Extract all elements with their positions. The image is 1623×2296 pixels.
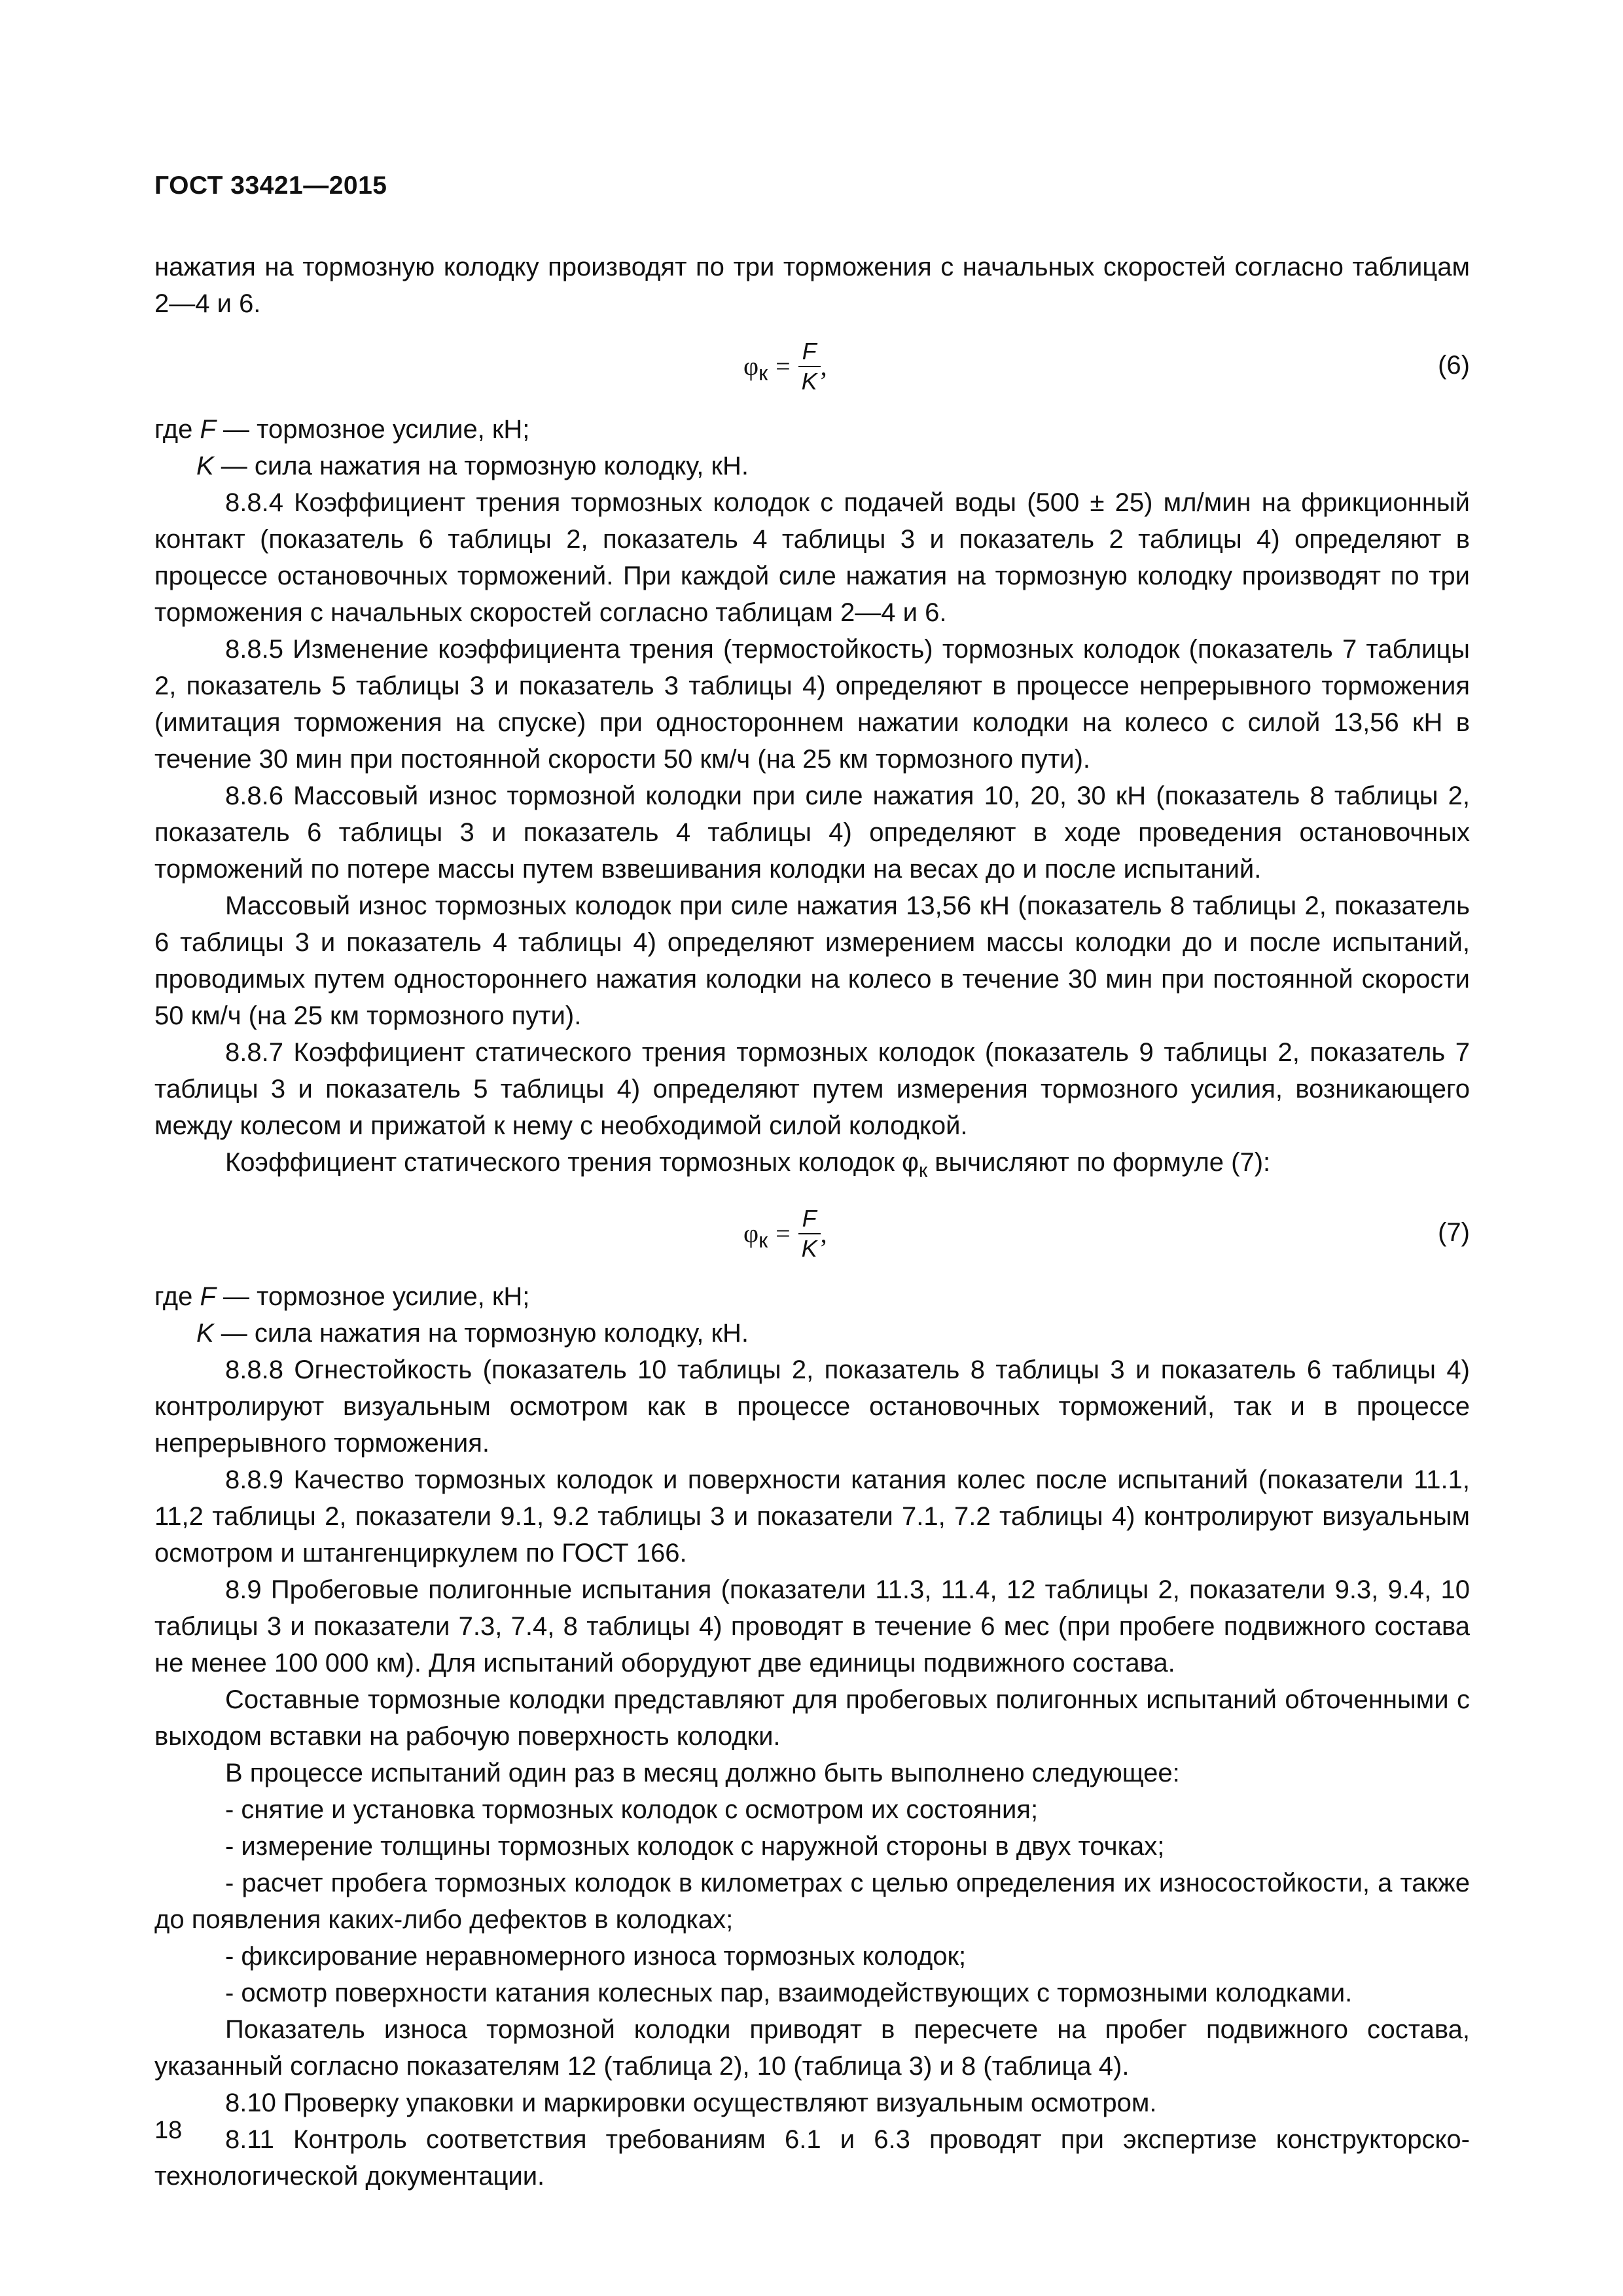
where-var-f: F [200,415,216,444]
phi-subscript: к [918,1160,928,1181]
formula-6-numerator: F [798,338,821,367]
where-7-line-2 [154,1315,1470,1352]
paragraph-8-8-7-b [154,1144,1470,1189]
where-text-f: — тормозное усилие, кН; [215,1282,530,1311]
formula-6-number: (6) [1438,351,1470,380]
paragraph-8-11: 8.11 Контроль соответствия требованиям 6.1 и 6.3 проводят при экспертизе конструкторско-технологической документации. [154,2125,1470,2191]
paragraph-8-8-8: 8.8.8 Огнестойкость (показатель 10 таблицы 2, показатель 8 таблицы 3 и показатель 6 таблицы 4) контролируют визуальным осмотром как в процессе остановочных торможений, так и в процессе непрерывного торможения. [154,1355,1470,1458]
list-item: - снятие и установка тормозных колодок с осмотром их состояния; [225,1795,1039,1824]
formula-7-phi: φ [743,1219,759,1248]
formula-7-fraction [798,1206,821,1262]
formula-6-denominator: K [801,368,817,395]
where-prefix: где [154,1282,200,1311]
formula-7-number: (7) [1438,1218,1470,1247]
paragraph-8-8-5: 8.8.5 Изменение коэффициента трения (термостойкость) тормозных колодок (показатель 7 таблицы 2, показатель 5 таблицы 3 и показатель 3 таблицы 4) определяют в процессе непрерывного торможения (имитация торможения на спуске) при одностороннем нажатии колодки на колесо с силой 13,56 кН в течение 30 мин при постоянной скорости 50 км/ч (на 25 км тормозного пути). [154,635,1470,774]
paragraph-8-8-4: 8.8.4 Коэффициент трения тормозных колодок с подачей воды (500 ± 25) мл/мин на фрикционный контакт (показатель 6 таблицы 2, показатель 4 таблицы 3 и показатель 2 таблицы 4) определяют в процессе остановочных торможений. При каждой силе нажатия на тормозную колодку производят по три торможения с начальных скоростей согласно таблицам 2—4 и 6. [154,488,1470,627]
formula-7-equals: = [776,1219,791,1248]
where-6-line-1 [154,411,1470,448]
list-item: - фиксирование неравномерного износа тормозных колодок; [225,1942,967,1971]
where-6-line-2 [154,448,1470,484]
where-var-k: K [196,452,214,480]
where-var-k: K [196,1319,214,1348]
where-7-line-1 [154,1278,1470,1315]
paragraph-8-9: 8.9 Пробеговые полигонные испытания (показатели 11.3, 11.4, 12 таблицы 2, показатели 9.3, 9.4, 10 таблицы 3 и показатели 7.3, 7.4, 8 таблицы 4) проводят в течение 6 мес (при пробеге подвижного состава не менее 100 000 км). Для испытаний оборудуют две единицы подвижного состава. [154,1575,1470,1677]
where-text-k: — сила нажатия на тормозную колодку, кН. [213,452,749,480]
formula-7-denominator: K [801,1235,817,1262]
page-number: 18 [154,2117,183,2144]
paragraph-8-10: 8.10 Проверку упаковки и маркировки осуществляют визуальным осмотром. [225,2089,1157,2117]
where-text-f: — тормозное усилие, кН; [215,415,530,444]
paragraph-8-9-b: Составные тормозные колодки представляют для пробеговых полигонных испытаний обточенными с выходом вставки на рабочую поверхность колодки. [154,1685,1470,1751]
where-var-f: F [200,1282,216,1311]
paragraph-8-8-7: 8.8.7 Коэффициент статического трения тормозных колодок (показатель 9 таблицы 2, показатель 7 таблицы 3 и показатель 5 таблицы 4) определяют путем измерения тормозного усилия, возникающего между колесом и прижатой к нему с необходимой силой колодкой. [154,1038,1470,1140]
paragraph-8-8-6-b: Массовый износ тормозных колодок при силе нажатия 13,56 кН (показатель 8 таблицы 2, показатель 6 таблицы 3 и показатель 4 таблицы 4) определяют измерением массы колодки до и после испытаний, проводимых путем одностороннего нажатия колодки на колесо в течение 30 мин при постоянной скорости 50 км/ч (на 25 км тормозного пути). [154,891,1470,1030]
formula-7-subscript: к [758,1229,768,1252]
text-span: вычисляют по формуле (7): [927,1148,1271,1177]
paragraph-8-9-d: Показатель износа тормозной колодки приводят в пересчете на пробег подвижного состава, указанный согласно показателям 12 (таблица 2), 10 (таблица 3) и 8 (таблица 4). [154,2015,1470,2081]
list-item: - осмотр поверхности катания колесных пар, взаимодействующих с тормозными колодками. [225,1979,1353,2007]
paragraph-8-8-6: 8.8.6 Массовый износ тормозной колодки при силе нажатия 10, 20, 30 кН (показатель 8 таблицы 2, показатель 6 таблицы 3 и показатель 4 таблицы 4) определяют в ходе проведения остановочных торможений по потере массы путем взвешивания колодки на весах до и после испытаний. [154,781,1470,884]
document-body [154,249,1470,2195]
formula-6-fraction [798,338,821,395]
list-item: - расчет пробега тормозных колодок в километрах с целью определения их износостойкости, а также до появления каких-либо дефектов в колодках; [154,1869,1470,1934]
formula-7 [154,1194,1470,1273]
formula-6-expression [743,334,827,399]
paragraph-8-9-c: В процессе испытаний один раз в месяц должно быть выполнено следующее: [225,1759,1180,1787]
formula-6-phi: φ [743,351,759,381]
where-prefix: где [154,415,200,444]
text-span: Коэффициент статического трения тормозных колодок [225,1148,902,1177]
phi-symbol: φ [902,1148,919,1177]
formula-6 [154,327,1470,406]
document-header: ГОСТ 33421—2015 [154,171,387,200]
where-text-k: — сила нажатия на тормозную колодку, кН. [213,1319,749,1348]
formula-7-numerator: F [798,1206,821,1234]
formula-7-expression [743,1201,827,1266]
formula-6-subscript: к [758,361,768,385]
list-item: - измерение толщины тормозных колодок с наружной стороны в двух точках; [225,1832,1165,1861]
paragraph-8-8-9: 8.8.9 Качество тормозных колодок и поверхности катания колес после испытаний (показатели 11.1, 11,2 таблицы 2, показатели 9.1, 9.2 таблицы 3 и показатели 7.1, 7.2 таблицы 4) контролируют визуальным осмотром и штангенциркулем по ГОСТ 166. [154,1465,1470,1568]
paragraph-continued: нажатия на тормозную колодку производят по три торможения с начальных скоростей согласно таблицам 2—4 и 6. [154,253,1470,318]
formula-6-equals: = [776,351,791,381]
formula-7-comma: , [820,1219,827,1248]
formula-6-comma: , [820,351,827,381]
